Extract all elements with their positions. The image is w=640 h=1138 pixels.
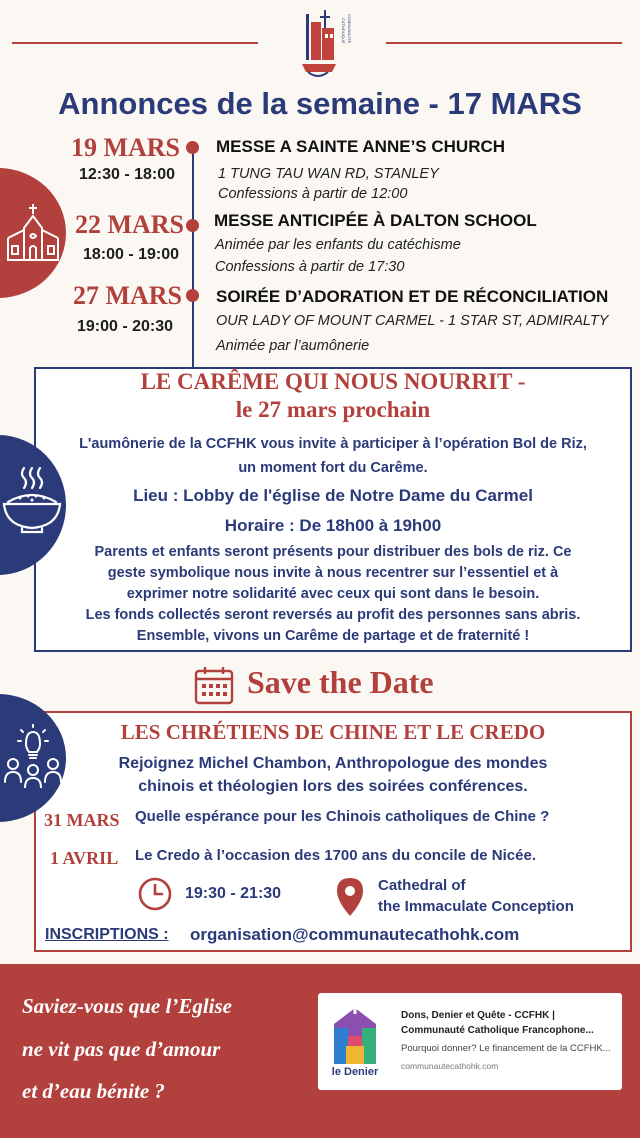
card-title: Communauté Catholique Francophone... (401, 1025, 594, 1036)
careme-text: Parents et enfants seront présents pour distribuer des bols de riz. Ce (94, 544, 572, 560)
header-divider-left (12, 42, 258, 44)
card-description: Pourquoi donner? Le financement de la CCFHK... (401, 1043, 611, 1054)
venue-name: Cathedral of (378, 877, 466, 894)
event-detail: Animée par les enfants du catéchisme (215, 237, 461, 253)
event-date: 22 MARS (74, 210, 184, 239)
careme-intro: L'aumônerie de la CCFHK vous invite à participer à l’opération Bol de Riz, (79, 436, 587, 452)
footer-quote: Saviez-vous que l’Eglise (22, 994, 232, 1018)
event-title: MESSE A SAINTE ANNE’S CHURCH (216, 137, 506, 156)
ccfhk-logo (298, 6, 360, 82)
inscriptions-email-link[interactable]: organisation@communautecathohk.com (190, 925, 520, 944)
timeline-dot (186, 289, 199, 302)
clock-icon (137, 876, 173, 912)
careme-lieu: Lieu : Lobby de l'église de Notre Dame du Carmel (133, 486, 533, 505)
event-date: 27 MARS (72, 281, 182, 310)
careme-text: Les fonds collectés seront reversés au profit des personnes sans abris. (85, 607, 581, 623)
careme-subheading: le 27 mars prochain (235, 397, 431, 422)
credo-box (34, 711, 632, 952)
careme-text: exprimer notre solidarité avec ceux qui sont dans le besoin. (126, 586, 540, 602)
svg-text:COMMUNAUTÉ: COMMUNAUTÉ (347, 14, 352, 44)
card-title: Dons, Denier et Quête - CCFHK | (401, 1010, 555, 1021)
event-detail: 1 TUNG TAU WAN RD, STANLEY (218, 166, 439, 182)
event-detail: Animée par l’aumônerie (216, 338, 370, 354)
denier-logo-label: le Denier (331, 1066, 379, 1078)
event-time: 12:30 - 18:00 (78, 166, 176, 183)
careme-horaire: Horaire : De 18h00 à 19h00 (224, 516, 442, 535)
talk-date: 31 MARS (44, 810, 120, 830)
event-time: 19:00 - 20:30 (76, 318, 174, 335)
inscriptions-label: INSCRIPTIONS : (45, 926, 169, 943)
credo-heading: LES CHRÉTIENS DE CHINE ET LE CREDO (120, 720, 546, 744)
save-the-date-title: Save the Date (247, 664, 434, 700)
timeline-dot (186, 141, 199, 154)
talk-title: Quelle espérance pour les Chinois catholiques de Chine ? (135, 808, 550, 825)
event-detail: OUR LADY OF MOUNT CARMEL - 1 STAR ST, ADMIRALTY (216, 313, 609, 329)
talk-date: 1 AVRIL (50, 848, 119, 868)
event-title: SOIRÉE D’ADORATION ET DE RÉCONCILIATION (216, 287, 609, 306)
talk-title: Le Credo à l’occasion des 1700 ans du concile de Nicée. (135, 847, 536, 864)
svg-text:CATHOLIQUE: CATHOLIQUE (341, 18, 346, 44)
event-date: 19 MARS (70, 133, 180, 162)
footer-quote: ne vit pas que d’amour (22, 1037, 221, 1061)
card-url: communautecathohk.com (401, 1061, 499, 1071)
careme-heading: LE CARÊME QUI NOUS NOURRIT - (140, 369, 526, 394)
timeline-dot (186, 219, 199, 232)
careme-text: Ensemble, vivons un Carême de partage et de fraternité ! (136, 628, 530, 644)
careme-text: geste symbolique nous invite à nous recentrer sur l’essentiel et à (107, 565, 559, 581)
venue-name: the Immaculate Conception (378, 898, 574, 915)
calendar-icon (193, 664, 235, 706)
location-pin-icon (336, 877, 364, 917)
event-detail: Confessions à partir de 17:30 (215, 259, 405, 275)
footer-quote: et d’eau bénite ? (22, 1079, 165, 1103)
credo-intro: chinois et théologien lors des soirées conférences. (138, 778, 528, 795)
careme-intro: un moment fort du Carême. (238, 460, 428, 476)
talk-time: 19:30 - 21:30 (185, 885, 282, 902)
credo-intro: Rejoignez Michel Chambon, Anthropologue des mondes (118, 755, 548, 772)
page-title: Annonces de la semaine - 17 MARS (58, 86, 582, 121)
event-time: 18:00 - 19:00 (82, 246, 180, 263)
header-divider-right (386, 42, 622, 44)
event-title: MESSE ANTICIPÉE À DALTON SCHOOL (214, 211, 537, 230)
event-detail: Confessions à partir de 12:00 (218, 186, 408, 202)
